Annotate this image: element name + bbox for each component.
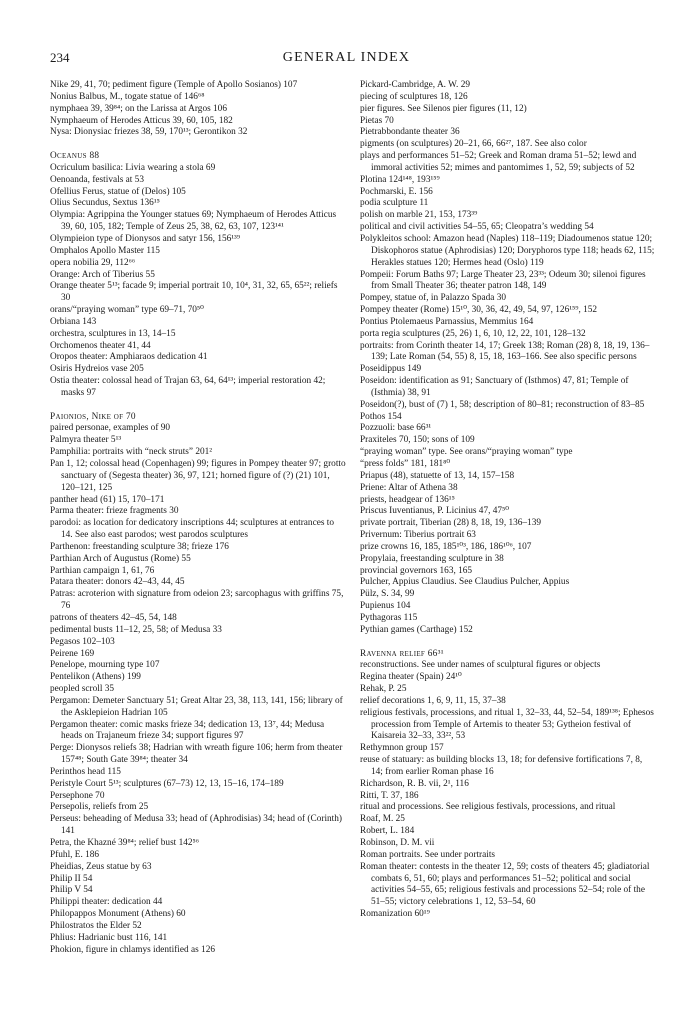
index-entry: Peirene 169 [50, 648, 95, 659]
index-entry: Philip V 54 [50, 885, 93, 896]
section-gap [360, 637, 656, 649]
index-entry: Poseidon: identification as 91; Sanctuary of (Isthmos) 47, 81; Temple of (Isthmia) 38, 91 [360, 376, 629, 398]
index-entry: portraits: from Corinth theater 14, 17; Greek 138; Roman (28) 8, 18, 19, 136–139; Late Roman (54, 55) 8, 15, 18, 163–166. See also specific persons [360, 340, 650, 363]
index-entry: Pentelikon (Athens) 199 [50, 672, 141, 683]
index-entry: Poseidon(?), bust of (7) 1, 58; description of 80–81; reconstruction of 83–85 [360, 399, 645, 410]
index-entry: Pietrabbondante theater 36 [360, 127, 460, 138]
index-entry: ritual and processions. See religious festivals, processions, and ritual [360, 802, 616, 813]
index-entry: Pamphilia: portraits with “neck struts” 201² [50, 447, 213, 458]
index-entry: Osiris Hydreios vase 205 [50, 364, 144, 375]
index-entry: Priene: Altar of Athena 38 [360, 482, 458, 493]
index-entry: Parthian campaign 1, 61, 76 [50, 565, 155, 576]
index-entry: Orchomenos theater 41, 44 [50, 340, 151, 351]
index-entry: Pozzuoli: base 66³¹ [360, 423, 432, 434]
index-entry: Pompey theater (Rome) 15¹⁰, 30, 36, 42, 49, 54, 97, 126¹⁵⁹, 152 [360, 305, 598, 316]
index-entry: Pompey, statue of, in Palazzo Spada 30 [360, 293, 507, 304]
index-entry: reconstructions. See under names of sculptural figures or objects [360, 660, 601, 671]
index-entry: Petra, the Khazné 39⁸⁴; relief bust 142⁵⁶ [50, 838, 200, 848]
index-section-head: Paionios, Nike of 70 [50, 411, 136, 422]
index-entry: religious festivals, processions, and ritual 1, 32–33, 44, 52–54, 189¹³⁸; Ephesos procession from Temple of Artemis to theater 53; Gytheion festival of Kaisareia 32–33, 33²², 53 [360, 707, 654, 742]
index-entry: Pheidias, Zeus statue by 63 [50, 861, 152, 872]
index-entry: porta regia sculptures (25, 26) 1, 6, 10, 12, 22, 101, 128–132 [360, 328, 586, 339]
index-entry: Nonius Balbus, M., togate statue of 146⁶⁸ [50, 91, 205, 102]
index-entry: Roaf, M. 25 [360, 814, 405, 825]
index-entry: opera nobilia 29, 112⁶⁶ [50, 257, 136, 268]
index-section-head: Oceanus 88 [50, 151, 100, 162]
index-entry: podia sculpture 11 [360, 198, 429, 209]
index-entry: Patras: acroterion with signature from odeion 23; sarcophagus with griffins 75, 76 [50, 589, 344, 612]
index-entry: Pulcher, Appius Claudius. See Claudius Pulcher, Appius [360, 577, 570, 588]
index-entry: Roman theater: contests in the theater 12, 59; costs of theaters 45; gladiatorial combats 6, 51, 60; plays and performances 51–52; political and social activities 54–55, 65; religious festivals and processions 52–54; role of the 51–55; victory celebrations 1, 12, 53–54, 60 [360, 861, 650, 908]
index-entry: Perinthos head 115 [50, 766, 121, 777]
index-entry: polish on marble 21, 153, 173³⁹ [360, 210, 478, 221]
page-number: 234 [50, 50, 70, 65]
index-entry: Philippi theater: dedication 44 [50, 897, 163, 908]
index-entry: Polykleitos school: Amazon head (Naples) 118–119; Diadoumenos statue 120; Diskophoros statue (Aphrodisias) 120; Doryphoros type 118; heads 62, 115; Herakles statues 120; Hermes head (Oslo) 119 [360, 233, 655, 268]
index-entry: Plotina 124¹⁴⁸, 193¹⁵⁹ [360, 174, 440, 185]
index-entry: Parma theater: frieze fragments 30 [50, 506, 179, 517]
index-entry: Philostratos the Elder 52 [50, 920, 142, 931]
index-entry: Patara theater: donors 42–43, 44, 45 [50, 577, 185, 588]
index-entry: Olympieion type of Dionysos and satyr 156, 156¹³⁹ [50, 233, 241, 244]
index-entry: priests, headgear of 136¹⁵ [360, 494, 455, 505]
index-entry: plays and performances 51–52; Greek and Roman drama 51–52; lewd and immoral activities 52; mimes and pantomimes 1, 52, 59; subjects of 52 [360, 151, 637, 173]
index-entry: Ocriculum basilica: Livia wearing a stola 69 [50, 162, 216, 173]
index-entry: orchestra, sculptures in 13, 14–15 [50, 328, 176, 339]
index-entry: Orbiana 143 [50, 316, 97, 327]
index-entry: paired personae, examples of 90 [50, 423, 171, 434]
index-entry: Regina theater (Spain) 24¹⁰ [360, 672, 462, 683]
index-entry: Pupienus 104 [360, 601, 411, 612]
section-gap [50, 400, 346, 412]
index-entry: Pochmarski, E. 156 [360, 186, 433, 197]
index-entry: prize crowns 16, 185, 185¹⁰³, 186, 186¹⁰⁶, 107 [360, 541, 532, 552]
index-entry: Nymphaeum of Herodes Atticus 39, 60, 105, 182 [50, 115, 233, 126]
index-entry: Parthenon: freestanding sculpture 38; frieze 176 [50, 541, 229, 552]
index-entry: Ostia theater: colossal head of Trajan 63, 64, 64¹³; imperial restoration 42; masks 97 [50, 376, 326, 398]
index-entry: Rehak, P. 25 [360, 684, 407, 695]
index-entry: Pergamon: Demeter Sanctuary 51; Great Altar 23, 38, 113, 141, 156; library of the Asklepieion Hadrian 105 [50, 695, 343, 718]
index-entry: Orange theater 5¹³; facade 9; imperial portrait 10, 10⁴, 31, 32, 65, 65²²; reliefs 30 [50, 281, 338, 304]
index-entry: peopled scroll 35 [50, 684, 115, 695]
running-title: GENERAL INDEX [282, 50, 411, 65]
index-entry: provincial governors 163, 165 [360, 565, 473, 576]
index-column-right [360, 80, 656, 921]
index-entry: Roman portraits. See under portraits [360, 849, 496, 860]
index-entry: Penelope, mourning type 107 [50, 660, 160, 671]
index-entry: Olius Secundus, Sextus 136¹⁵ [50, 198, 160, 209]
index-entry: Persephone 70 [50, 790, 105, 801]
index-column-left [50, 80, 346, 956]
index-entry: Robert, L. 184 [360, 826, 415, 837]
index-entry: Pontius Ptolemaeus Parnassius, Memmius 164 [360, 316, 534, 327]
index-entry: Pan 1, 12; colossal head (Copenhagen) 99; figures in Pompey theater 97; grotto sanctuary of (Segesta theater) 36, 97, 121; horned figure of (?) (21) 101, 120–121, 125 [50, 459, 346, 493]
index-entry: relief decorations 1, 6, 9, 11, 15, 37–38 [360, 695, 506, 706]
index-entry: Philopappos Monument (Athens) 60 [50, 909, 186, 920]
index-entry: Parthian Arch of Augustus (Rome) 55 [50, 553, 191, 564]
index-entry: Perseus: beheading of Medusa 33; head of (Aphrodisias) 34; head of (Corinth) 141 [50, 814, 343, 837]
index-entry: Privernum: Tiberius portrait 63 [360, 530, 476, 541]
index-entry: Pythian games (Carthage) 152 [360, 624, 473, 635]
index-entry: Phokion, figure in chlamys identified as 126 [50, 944, 215, 955]
index-entry: private portrait, Tiberian (28) 8, 18, 19, 136–139 [360, 518, 542, 529]
index-entry: Pergamon theater: comic masks frieze 34; dedication 13, 13⁷, 44; Medusa heads on Trajaneum frieze 34; support figures 97 [50, 719, 325, 742]
index-entry: Oenoanda, festivals at 53 [50, 174, 144, 185]
index-entry: Ritti, T. 37, 186 [360, 790, 419, 801]
index-entry: Robinson, D. M. vii [360, 838, 435, 848]
index-entry: orans/“praying woman” type 69–71, 70⁵⁰ [50, 305, 204, 316]
index-entry: political and civil activities 54–55, 65; Cleopatra’s wedding 54 [360, 222, 594, 233]
index-entry: Omphalos Apollo Master 115 [50, 245, 160, 256]
index-entry: pigments (on sculptures) 20–21, 66, 66²⁷, 187. See also color [360, 139, 587, 150]
index-entry: Philip II 54 [50, 873, 93, 884]
index-entry: Nysa: Dionysiac friezes 38, 59, 170¹³; Gerontikon 32 [50, 127, 248, 138]
index-entry: Nike 29, 41, 70; pediment figure (Temple of Apollo Sosianos) 107 [50, 80, 298, 90]
index-entry: Pompeii: Forum Baths 97; Large Theater 23, 23³³; Odeum 30; silenoi figures from Small Theater 36; theater patron 148, 149 [360, 269, 646, 292]
index-entry: Romanization 60¹⁹ [360, 909, 430, 920]
index-entry: Persepolis, reliefs from 25 [50, 802, 149, 813]
index-entry: Pickard-Cambridge, A. W. 29 [360, 80, 471, 90]
index-entry: Pfuhl, E. 186 [50, 849, 100, 860]
index-entry: Richardson, R. B. vii, 2¹, 116 [360, 778, 469, 789]
index-entry: parodoi: as location for dedicatory inscriptions 44; sculptures at entrances to 14. See also east parodos; west parodos sculptures [50, 518, 334, 541]
index-entry: nymphaea 39, 39⁸⁴; on the Larissa at Argos 106 [50, 103, 227, 114]
index-entry: Pülz, S. 34, 99 [360, 589, 415, 600]
index-entry: Priapus (48), statuette of 13, 14, 157–158 [360, 470, 515, 481]
index-entry: pier figures. See Silenos pier figures (11, 12) [360, 103, 527, 114]
index-entry: Rethymnon group 157 [360, 743, 444, 754]
index-entry: “press folds” 181, 181⁸⁰ [360, 459, 451, 469]
index-entry: “praying woman” type. See orans/“praying woman” type [360, 447, 573, 458]
index-entry: Phlius: Hadrianic bust 116, 141 [50, 932, 168, 943]
index-entry: piecing of sculptures 18, 126 [360, 91, 468, 102]
section-gap [50, 139, 346, 151]
index-entry: reuse of statuary: as building blocks 13, 18; for defensive fortifications 7, 8, 14; from earlier Roman phase 16 [360, 755, 643, 777]
index-section-head: Ravenna relief 66³¹ [360, 648, 444, 659]
index-entry: patrons of theaters 42–45, 54, 148 [50, 612, 177, 623]
index-entry: Oropos theater: Amphiaraos dedication 41 [50, 352, 208, 363]
index-entry: Pothos 154 [360, 411, 402, 422]
index-entry: Priscus Iuventianus, P. Licinius 47, 47⁵⁰ [360, 506, 509, 517]
index-entry: Praxiteles 70, 150; sons of 109 [360, 435, 475, 446]
index-entry: Peristyle Court 5¹³; sculptures (67–73) 12, 13, 15–16, 174–189 [50, 778, 284, 789]
index-entry: Pegasos 102–103 [50, 636, 115, 647]
index-entry: Propylaia, freestanding sculpture in 38 [360, 553, 504, 564]
index-entry: Pythagoras 115 [360, 612, 418, 623]
index-entry: Poseidippus 149 [360, 364, 422, 375]
index-entry: Pietas 70 [360, 115, 394, 126]
index-entry: pedimental busts 11–12, 25, 58; of Medusa 33 [50, 624, 222, 635]
index-entry: Perge: Dionysos reliefs 38; Hadrian with wreath figure 106; herm from theater 157⁴⁸; South Gate 39⁸⁴; theater 34 [50, 743, 343, 766]
index-entry: Orange: Arch of Tiberius 55 [50, 269, 155, 280]
index-entry: Palmyra theater 5¹³ [50, 435, 122, 446]
index-entry: panther head (61) 15, 170–171 [50, 494, 165, 505]
index-entry: Ofellius Ferus, statue of (Delos) 105 [50, 186, 186, 197]
index-entry: Olympia: Agrippina the Younger statues 69; Nymphaeum of Herodes Atticus 39, 60, 105, 182; Temple of Zeus 25, 38, 62, 63, 107, 123¹⁴¹ [50, 210, 337, 233]
